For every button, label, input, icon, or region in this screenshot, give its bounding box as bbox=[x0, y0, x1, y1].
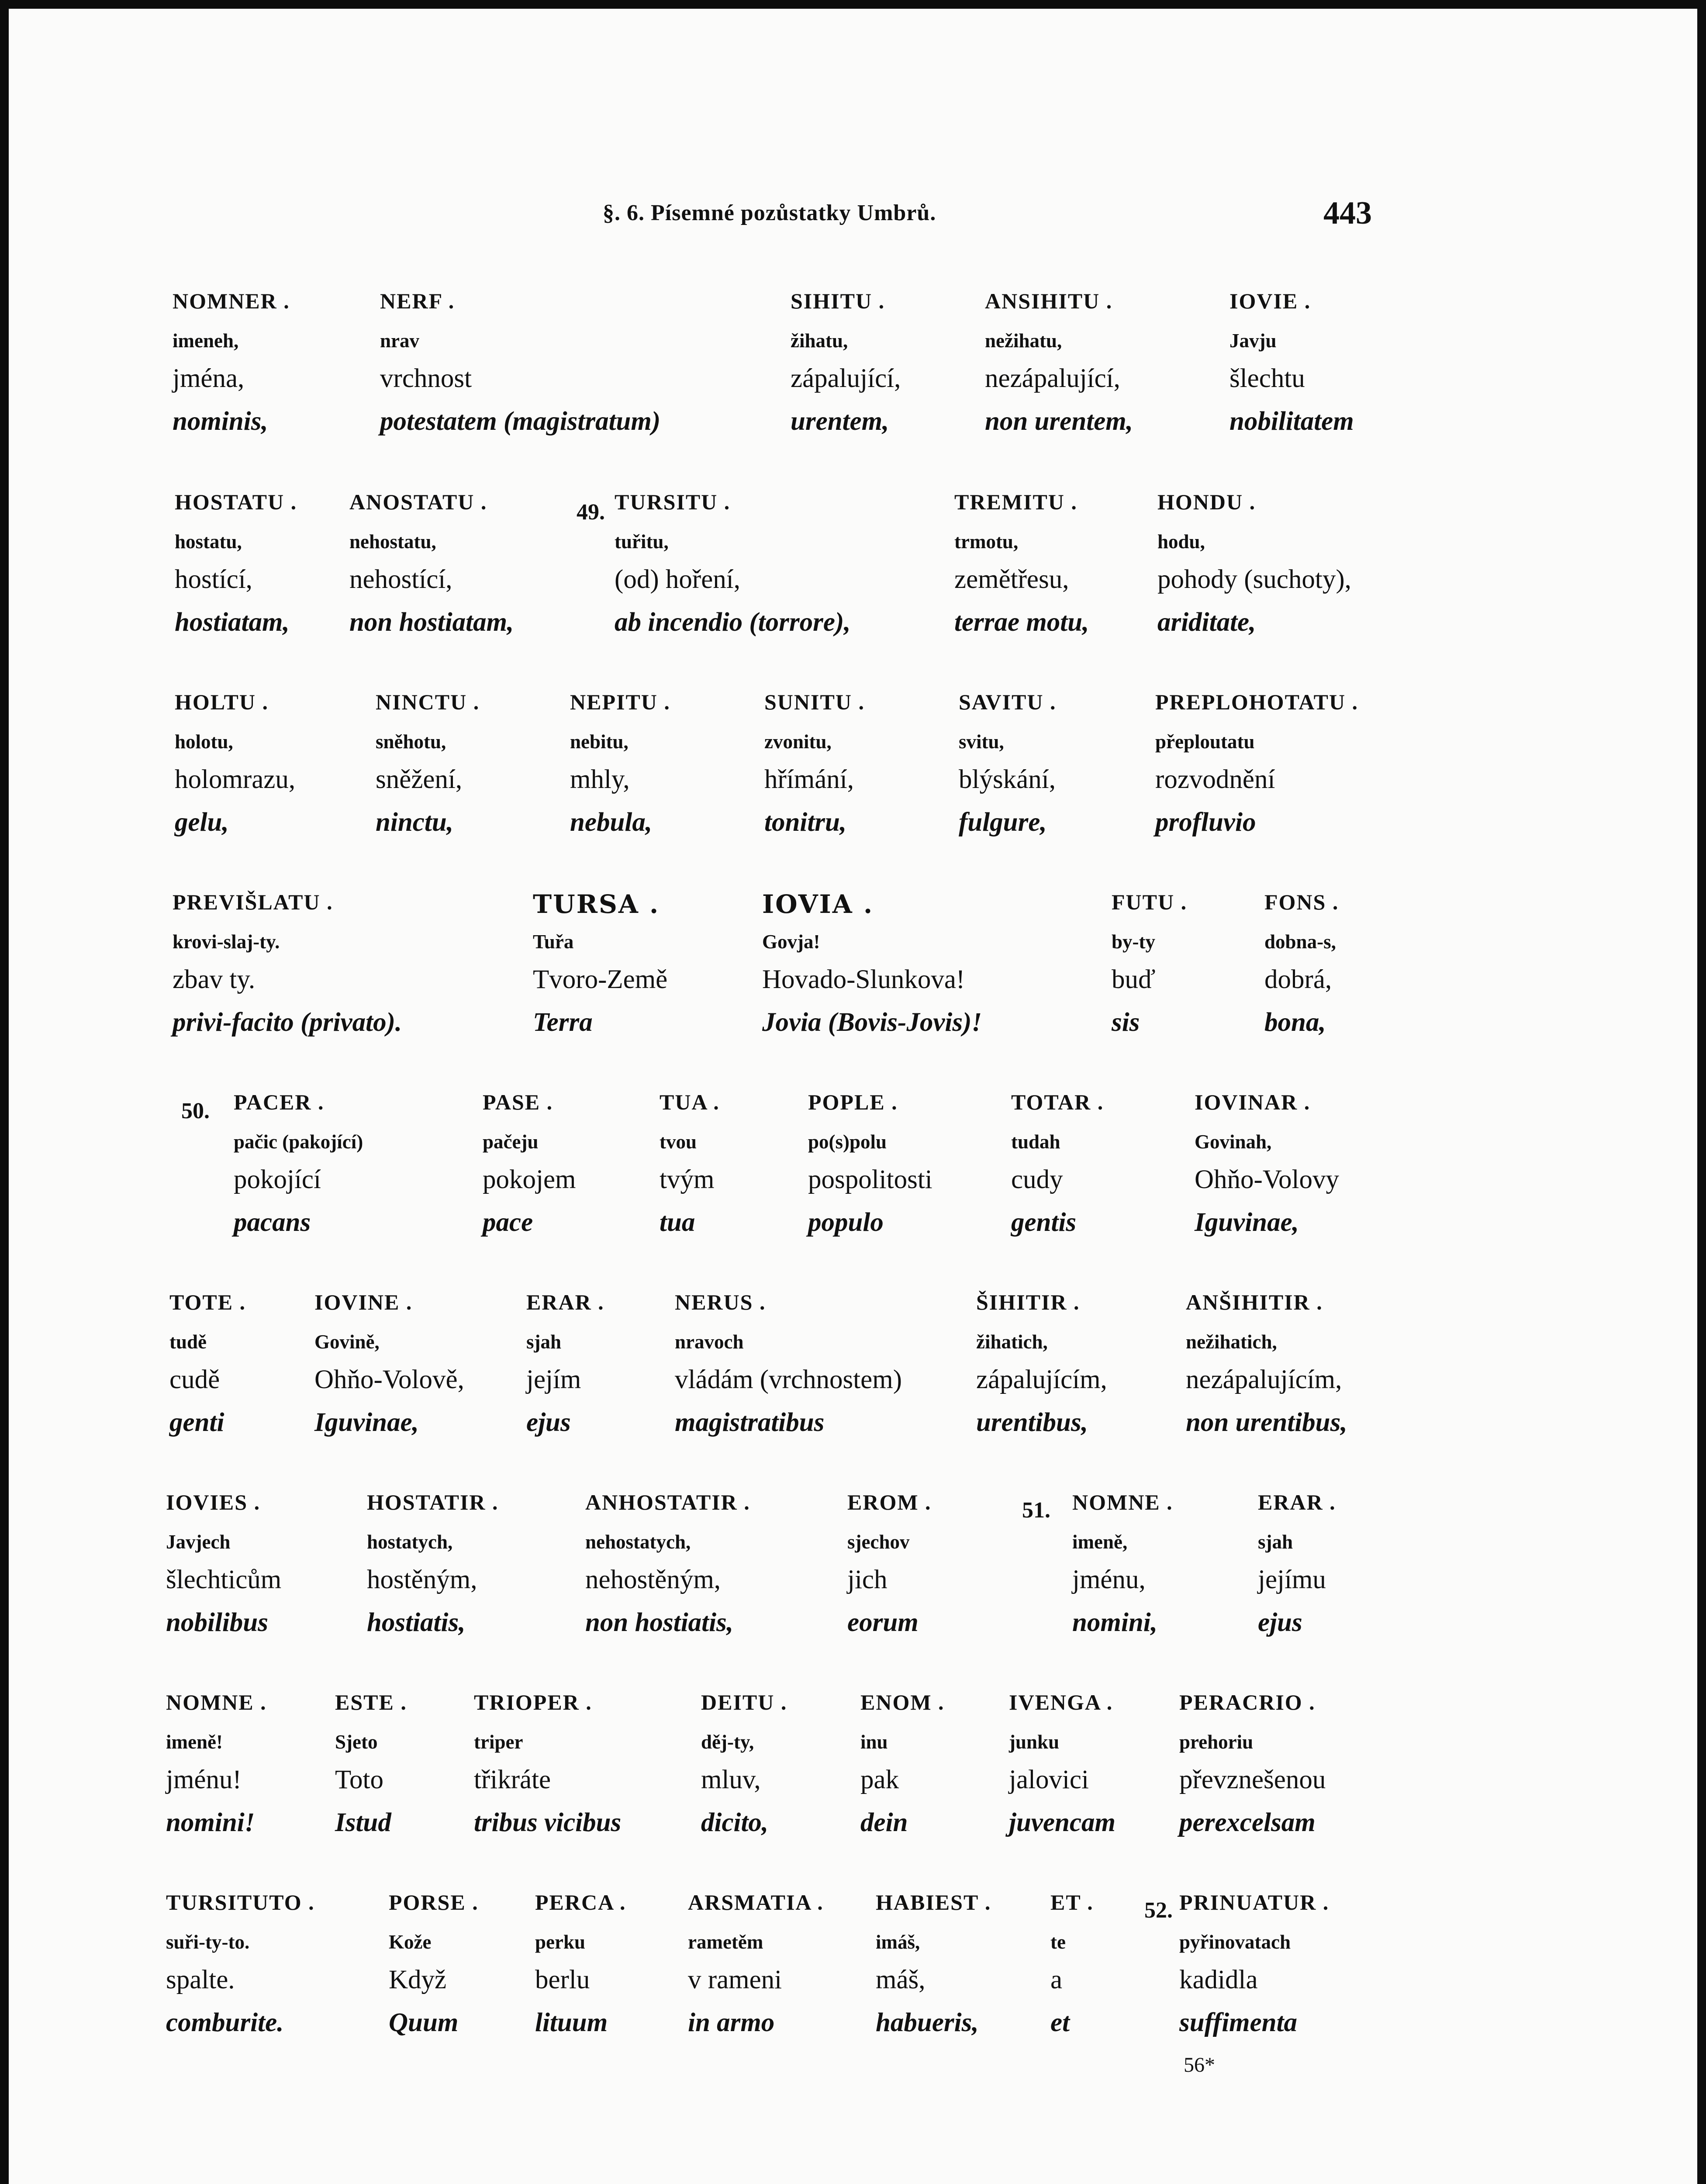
czech-translation: spalte. bbox=[166, 1965, 235, 1994]
czech-translation: cudy bbox=[1011, 1165, 1063, 1194]
latin-translation: nomini, bbox=[1072, 1608, 1157, 1637]
umbrian-word: ET . bbox=[1050, 1890, 1094, 1914]
umbrian-word: ENOM . bbox=[860, 1690, 945, 1714]
umbrian-word: TREMITU . bbox=[954, 490, 1077, 514]
old-czech-gloss: junku bbox=[1009, 1731, 1060, 1753]
czech-translation: šlechtu bbox=[1229, 364, 1305, 393]
czech-translation: nezápalujícím, bbox=[1186, 1365, 1342, 1394]
latin-translation: habueris, bbox=[876, 2008, 979, 2037]
old-czech-gloss: Govinah, bbox=[1195, 1131, 1272, 1153]
czech-translation: buď bbox=[1112, 965, 1156, 994]
old-czech-gloss: imeneh, bbox=[173, 330, 239, 352]
umbrian-word: PREPLOHOTATU . bbox=[1155, 690, 1359, 714]
latin-translation: non hostiatis, bbox=[585, 1608, 734, 1637]
czech-translation: zemětřesu, bbox=[954, 565, 1069, 594]
latin-translation: perexcelsam bbox=[1179, 1808, 1316, 1837]
old-czech-gloss: Govině, bbox=[314, 1331, 380, 1353]
verse-number-51: 51. bbox=[1022, 1498, 1050, 1523]
umbrian-word: IOVIA . bbox=[762, 889, 874, 919]
czech-translation: vládám (vrchnostem) bbox=[675, 1365, 902, 1394]
latin-translation: lituum bbox=[535, 2008, 608, 2037]
latin-translation: nomini! bbox=[166, 1808, 255, 1837]
old-czech-gloss: Kože bbox=[389, 1931, 432, 1953]
old-czech-gloss: žihatich, bbox=[976, 1331, 1048, 1353]
umbrian-word: POPLE . bbox=[808, 1090, 898, 1114]
old-czech-gloss: prehoriu bbox=[1179, 1731, 1254, 1753]
latin-translation: pacans bbox=[234, 1208, 311, 1237]
czech-translation: berlu bbox=[535, 1965, 590, 1994]
latin-translation: nobilitatem bbox=[1229, 407, 1354, 436]
old-czech-gloss: Govja! bbox=[762, 931, 820, 953]
umbrian-word: TOTAR . bbox=[1011, 1090, 1104, 1114]
verse-number-50: 50. bbox=[181, 1099, 210, 1123]
czech-translation: kadidla bbox=[1179, 1965, 1258, 1994]
umbrian-word: IOVIES . bbox=[166, 1490, 261, 1514]
czech-translation: rozvodnění bbox=[1155, 765, 1275, 794]
czech-translation: dobrá, bbox=[1264, 965, 1332, 994]
umbrian-word: ERAR . bbox=[1258, 1490, 1336, 1514]
old-czech-gloss: trmotu, bbox=[954, 531, 1019, 553]
czech-translation: jména, bbox=[173, 364, 245, 393]
old-czech-gloss: nehostatu, bbox=[349, 531, 436, 553]
old-czech-gloss: krovi-slaj-ty. bbox=[173, 931, 280, 953]
umbrian-word: NERF . bbox=[380, 289, 455, 313]
czech-translation: jejím bbox=[526, 1365, 581, 1394]
umbrian-word: ŠIHITIR . bbox=[976, 1290, 1080, 1314]
latin-translation: nominis, bbox=[173, 407, 268, 436]
latin-translation: eorum bbox=[847, 1608, 919, 1637]
old-czech-gloss: by-ty bbox=[1112, 931, 1155, 953]
latin-translation: pace bbox=[483, 1208, 533, 1237]
czech-translation: jejímu bbox=[1258, 1565, 1326, 1594]
umbrian-word: PORSE . bbox=[389, 1890, 479, 1914]
latin-translation: magistratibus bbox=[675, 1408, 825, 1437]
old-czech-gloss: pyřinovatach bbox=[1179, 1931, 1291, 1953]
czech-translation: nezápalující, bbox=[985, 364, 1120, 393]
czech-translation: pospolitosti bbox=[808, 1165, 932, 1194]
running-title: §. 6. Písemné pozůstatky Umbrů. bbox=[603, 200, 936, 225]
latin-translation: urentem, bbox=[791, 407, 889, 436]
latin-translation: dein bbox=[860, 1808, 908, 1837]
old-czech-gloss: sjah bbox=[526, 1331, 562, 1353]
latin-translation: comburite. bbox=[166, 2008, 284, 2037]
czech-translation: Ohňo-Volově, bbox=[314, 1365, 464, 1394]
old-czech-gloss: sjechov bbox=[847, 1531, 910, 1553]
czech-translation: pokojící bbox=[234, 1165, 321, 1194]
czech-translation: tvým bbox=[660, 1165, 715, 1194]
czech-translation: holomrazu, bbox=[175, 765, 296, 794]
latin-translation: ab incendio (torrore), bbox=[615, 608, 851, 637]
old-czech-gloss: sjah bbox=[1258, 1531, 1293, 1553]
latin-translation: terrae motu, bbox=[954, 608, 1089, 637]
latin-translation: urentibus, bbox=[976, 1408, 1088, 1437]
latin-translation: hostiatam, bbox=[175, 608, 290, 637]
umbrian-word: NINCTU . bbox=[376, 690, 480, 714]
old-czech-gloss: pačeju bbox=[483, 1131, 539, 1153]
umbrian-word: IOVINAR . bbox=[1195, 1090, 1311, 1114]
czech-translation: jménu! bbox=[166, 1765, 242, 1794]
umbrian-word: NEPITU . bbox=[570, 690, 670, 714]
umbrian-word: TURSA . bbox=[533, 889, 660, 919]
czech-translation: pohody (suchoty), bbox=[1157, 565, 1351, 594]
old-czech-gloss: Tuřa bbox=[533, 931, 574, 953]
latin-translation: gentis bbox=[1011, 1208, 1077, 1237]
czech-translation: Hovado-Slunkova! bbox=[762, 965, 965, 994]
czech-translation: zápalující, bbox=[791, 364, 901, 393]
umbrian-word: IOVINE . bbox=[314, 1290, 413, 1314]
latin-translation: suffimenta bbox=[1179, 2008, 1298, 2037]
old-czech-gloss: zvonitu, bbox=[764, 731, 832, 753]
old-czech-gloss: triper bbox=[474, 1731, 523, 1753]
old-czech-gloss: nravoch bbox=[675, 1331, 744, 1353]
old-czech-gloss: Sjeto bbox=[335, 1731, 378, 1753]
umbrian-word: HOSTATIR . bbox=[367, 1490, 499, 1514]
czech-translation: v rameni bbox=[688, 1965, 782, 1994]
umbrian-word: NOMNE . bbox=[1072, 1490, 1173, 1514]
umbrian-word: HONDU . bbox=[1157, 490, 1256, 514]
umbrian-word: PASE . bbox=[483, 1090, 553, 1114]
old-czech-gloss: holotu, bbox=[175, 731, 233, 753]
umbrian-word: IVENGA . bbox=[1009, 1690, 1113, 1714]
umbrian-word: TOTE . bbox=[169, 1290, 246, 1314]
umbrian-word: HABIEST . bbox=[876, 1890, 991, 1914]
old-czech-gloss: inu bbox=[860, 1731, 888, 1753]
latin-translation: nebula, bbox=[570, 808, 653, 837]
latin-translation: dicito, bbox=[701, 1808, 769, 1837]
czech-translation: převznešenou bbox=[1179, 1765, 1326, 1794]
umbrian-word: NOMNE . bbox=[166, 1690, 267, 1714]
umbrian-word: PACER . bbox=[234, 1090, 325, 1114]
umbrian-word: ANHOSTATIR . bbox=[585, 1490, 750, 1514]
czech-translation: Když bbox=[389, 1965, 447, 1994]
czech-translation: jménu, bbox=[1072, 1565, 1146, 1594]
old-czech-gloss: imeně! bbox=[166, 1731, 223, 1753]
old-czech-gloss: imeně, bbox=[1072, 1531, 1128, 1553]
czech-translation: máš, bbox=[876, 1965, 926, 1994]
latin-translation: Quum bbox=[389, 2008, 459, 2037]
printer-signature: 56* bbox=[1184, 2053, 1215, 2077]
czech-translation: zápalujícím, bbox=[976, 1365, 1107, 1394]
old-czech-gloss: pačic (pakojící) bbox=[234, 1131, 363, 1153]
czech-translation: pokojem bbox=[483, 1165, 576, 1194]
latin-translation: potestatem (magistratum) bbox=[380, 407, 661, 436]
umbrian-word: SIHITU . bbox=[791, 289, 885, 313]
old-czech-gloss: dobna-s, bbox=[1264, 931, 1336, 953]
umbrian-word: ARSMATIA . bbox=[688, 1890, 824, 1914]
old-czech-gloss: te bbox=[1050, 1931, 1066, 1953]
latin-translation: tua bbox=[660, 1208, 695, 1237]
umbrian-word: IOVIE . bbox=[1229, 289, 1311, 313]
latin-translation: profluvio bbox=[1155, 808, 1256, 837]
umbrian-word: ANŠIHITIR . bbox=[1186, 1290, 1323, 1314]
czech-translation: a bbox=[1050, 1965, 1063, 1994]
latin-translation: non hostiatam, bbox=[349, 608, 514, 637]
verse-number-52: 52. bbox=[1144, 1898, 1173, 1923]
latin-translation: Istud bbox=[335, 1808, 391, 1837]
czech-translation: nehostěným, bbox=[585, 1565, 721, 1594]
old-czech-gloss: sněhotu, bbox=[376, 731, 446, 753]
czech-translation: šlechticům bbox=[166, 1565, 282, 1594]
umbrian-word: EROM . bbox=[847, 1490, 932, 1514]
old-czech-gloss: hostatu, bbox=[175, 531, 242, 553]
old-czech-gloss: nehostatych, bbox=[585, 1531, 691, 1553]
umbrian-word: PERCA . bbox=[535, 1890, 626, 1914]
czech-translation: (od) hoření, bbox=[615, 565, 740, 594]
old-czech-gloss: tudě bbox=[169, 1331, 207, 1353]
latin-translation: genti bbox=[169, 1408, 224, 1437]
umbrian-word: SAVITU . bbox=[959, 690, 1057, 714]
czech-translation: vrchnost bbox=[380, 364, 472, 393]
latin-translation: bona, bbox=[1264, 1008, 1326, 1037]
old-czech-gloss: nrav bbox=[380, 330, 419, 352]
czech-translation: pak bbox=[860, 1765, 899, 1794]
latin-translation: Iguvinae, bbox=[314, 1408, 419, 1437]
verse-number-49: 49. bbox=[577, 500, 605, 525]
latin-translation: Iguvinae, bbox=[1195, 1208, 1299, 1237]
umbrian-word: DEITU . bbox=[701, 1690, 787, 1714]
latin-translation: in armo bbox=[688, 2008, 775, 2037]
old-czech-gloss: hostatych, bbox=[367, 1531, 453, 1553]
old-czech-gloss: přeploutatu bbox=[1155, 731, 1255, 753]
umbrian-word: TUA . bbox=[660, 1090, 720, 1114]
umbrian-word: NOMNER . bbox=[173, 289, 290, 313]
latin-translation: fulgure, bbox=[959, 808, 1047, 837]
umbrian-word: SUNITU . bbox=[764, 690, 865, 714]
czech-translation: Ohňo-Volovy bbox=[1195, 1165, 1340, 1194]
umbrian-word: FUTU . bbox=[1112, 890, 1188, 914]
czech-translation: zbav ty. bbox=[173, 965, 256, 994]
latin-translation: tonitru, bbox=[764, 808, 847, 837]
czech-translation: jalovici bbox=[1009, 1765, 1089, 1794]
latin-translation: nobilibus bbox=[166, 1608, 268, 1637]
umbrian-word: TRIOPER . bbox=[474, 1690, 592, 1714]
latin-translation: gelu, bbox=[175, 808, 229, 837]
latin-translation: Jovia (Bovis-Jovis)! bbox=[762, 1008, 982, 1037]
old-czech-gloss: tuřitu, bbox=[615, 531, 669, 553]
umbrian-word: PRINUATUR . bbox=[1179, 1890, 1330, 1914]
czech-translation: hostěným, bbox=[367, 1565, 477, 1594]
old-czech-gloss: rametěm bbox=[688, 1931, 763, 1953]
latin-translation: Terra bbox=[533, 1008, 593, 1037]
czech-translation: jich bbox=[847, 1565, 888, 1594]
czech-translation: cudě bbox=[169, 1365, 220, 1394]
latin-translation: ninctu, bbox=[376, 808, 453, 837]
latin-translation: ejus bbox=[1258, 1608, 1302, 1637]
umbrian-word: TURSITU . bbox=[615, 490, 731, 514]
old-czech-gloss: nebitu, bbox=[570, 731, 629, 753]
latin-translation: tribus vicibus bbox=[474, 1808, 622, 1837]
latin-translation: populo bbox=[808, 1208, 884, 1237]
old-czech-gloss: Javjech bbox=[166, 1531, 231, 1553]
czech-translation: hostící, bbox=[175, 565, 252, 594]
umbrian-word: PERACRIO . bbox=[1179, 1690, 1316, 1714]
latin-translation: non urentem, bbox=[985, 407, 1133, 436]
umbrian-word: ANOSTATU . bbox=[349, 490, 487, 514]
umbrian-word: TURSITUTO . bbox=[166, 1890, 315, 1914]
umbrian-word: FONS . bbox=[1264, 890, 1339, 914]
old-czech-gloss: tvou bbox=[660, 1131, 697, 1153]
czech-translation: sněžení, bbox=[376, 765, 463, 794]
book-page bbox=[9, 9, 1697, 2184]
page-number: 443 bbox=[1323, 195, 1372, 231]
latin-translation: et bbox=[1050, 2008, 1070, 2037]
latin-translation: non urentibus, bbox=[1186, 1408, 1347, 1437]
latin-translation: sis bbox=[1112, 1008, 1140, 1037]
umbrian-word: ESTE . bbox=[335, 1690, 407, 1714]
czech-translation: Toto bbox=[335, 1765, 383, 1794]
umbrian-word: PREVIŠLATU . bbox=[173, 890, 333, 914]
old-czech-gloss: děj-ty, bbox=[701, 1731, 754, 1753]
latin-translation: privi-facito (privato). bbox=[173, 1008, 402, 1037]
latin-translation: hostiatis, bbox=[367, 1608, 466, 1637]
czech-translation: Tvoro-Země bbox=[533, 965, 668, 994]
old-czech-gloss: po(s)polu bbox=[808, 1131, 887, 1153]
umbrian-word: ERAR . bbox=[526, 1290, 604, 1314]
old-czech-gloss: tudah bbox=[1011, 1131, 1060, 1153]
old-czech-gloss: perku bbox=[535, 1931, 586, 1953]
czech-translation: nehostící, bbox=[349, 565, 452, 594]
old-czech-gloss: Javju bbox=[1229, 330, 1277, 352]
umbrian-word: HOSTATU . bbox=[175, 490, 297, 514]
old-czech-gloss: suři-ty-to. bbox=[166, 1931, 250, 1953]
umbrian-word: NERUS . bbox=[675, 1290, 766, 1314]
latin-translation: ejus bbox=[526, 1408, 571, 1437]
umbrian-word: HOLTU . bbox=[175, 690, 269, 714]
old-czech-gloss: žihatu, bbox=[791, 330, 848, 352]
latin-translation: ariditate, bbox=[1157, 608, 1256, 637]
czech-translation: hřímání, bbox=[764, 765, 854, 794]
czech-translation: mluv, bbox=[701, 1765, 761, 1794]
czech-translation: mhly, bbox=[570, 765, 630, 794]
old-czech-gloss: hodu, bbox=[1157, 531, 1205, 553]
umbrian-word: ANSIHITU . bbox=[985, 289, 1113, 313]
old-czech-gloss: svitu, bbox=[959, 731, 1004, 753]
old-czech-gloss: nežihatich, bbox=[1186, 1331, 1277, 1353]
latin-translation: juvencam bbox=[1009, 1808, 1115, 1837]
czech-translation: blýskání, bbox=[959, 765, 1056, 794]
old-czech-gloss: imáš, bbox=[876, 1931, 920, 1953]
czech-translation: třikráte bbox=[474, 1765, 551, 1794]
old-czech-gloss: nežihatu, bbox=[985, 330, 1062, 352]
